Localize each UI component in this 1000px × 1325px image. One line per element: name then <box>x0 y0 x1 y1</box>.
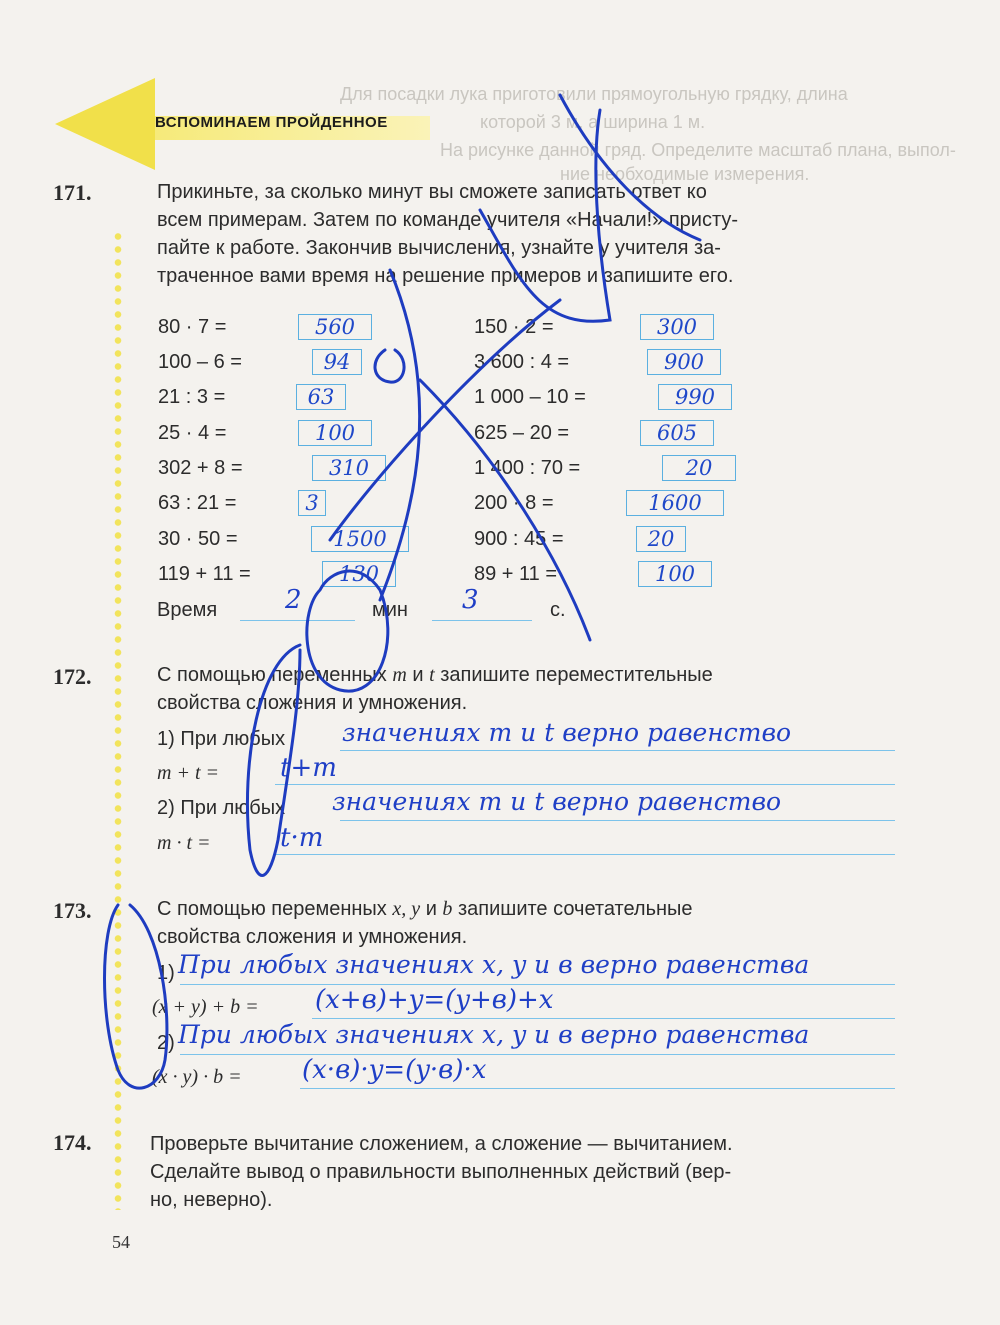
seconds-label: с. <box>550 599 566 621</box>
task-text: С помощью переменных <box>157 898 387 920</box>
answer-digits: 1600 <box>648 491 702 515</box>
variable: x, y <box>392 898 421 920</box>
example-expression: 63 : 21 = <box>158 492 237 514</box>
task-number: 173. <box>53 898 92 923</box>
item-prefix: 1) <box>157 962 175 984</box>
time-label: Время <box>157 599 218 621</box>
task-text: запишите сочетательные <box>457 898 693 920</box>
answer-digits: 560 <box>314 315 356 339</box>
handwritten-answer: При любых значениях x, y и в верно равенства <box>178 1020 810 1049</box>
time-minutes: 2 <box>285 585 302 615</box>
example-expression: 150 · 2 = <box>474 316 554 338</box>
example-expression: 100 – 6 = <box>158 351 242 373</box>
answer-digits: 900 <box>663 350 705 374</box>
task-text-line: Прикиньте, за сколько минут вы сможете записать ответ ко <box>157 181 707 203</box>
scribble-stroke <box>375 350 404 382</box>
handwritten-answer: (x·в)·y=(y·в)·x <box>302 1055 487 1085</box>
task-text-line: траченное вами время на решение примеров и запишите его. <box>157 265 734 287</box>
answer-digits: 3 <box>305 491 319 515</box>
example-expression: 30 · 50 = <box>158 528 238 550</box>
answer-digits: 300 <box>656 315 698 339</box>
bleed-through-line: Для посадки лука приготовили прямоугольную грядку, длина <box>340 84 848 104</box>
handwritten-answer: значениях m и t верно равенство <box>342 718 792 747</box>
handwritten-answer: При любых значениях x, y и в верно равенства <box>178 950 810 979</box>
answer-digits: 100 <box>654 562 696 586</box>
scribble-stroke <box>330 300 560 540</box>
example-expression: 25 · 4 = <box>158 422 227 444</box>
example-expression: 80 · 7 = <box>158 316 227 338</box>
example-expression: 200 · 8 = <box>474 492 554 514</box>
example-expression: 1 000 – 10 = <box>474 386 586 408</box>
handwritten-answer: (x+в)+y=(y+в)+x <box>315 985 554 1015</box>
task-text-line: свойства сложения и умножения. <box>157 926 468 948</box>
task-text: С помощью переменных <box>157 664 387 686</box>
answer-digits: 130 <box>338 562 380 586</box>
task-text-line: пайте к работе. Закончив вычисления, узнайте у учителя за- <box>157 237 721 259</box>
example-expression: 1 400 : 70 = <box>474 457 581 479</box>
scribble-stroke <box>480 110 610 321</box>
scribble-stroke <box>247 645 300 875</box>
task-number: 172. <box>53 664 92 689</box>
bleed-through-line: На рисунке данной гряд. Определите масштаб плана, выпол- <box>440 140 956 160</box>
handwritten-answer: t+m <box>280 753 337 783</box>
expression-text: (x · y) · b = <box>152 1066 242 1088</box>
item-prefix: 2) <box>157 1032 175 1054</box>
expression-text: m + t = <box>157 762 219 784</box>
answer-digits: 20 <box>685 456 713 480</box>
scribble-stroke <box>105 905 167 1088</box>
expression-text: (x + y) + b = <box>152 996 259 1018</box>
scribble-stroke <box>560 95 700 240</box>
time-seconds: 3 <box>462 585 479 615</box>
handwritten-answer: значениях m и t верно равенство <box>332 787 782 816</box>
item-prefix: 1) При любых <box>157 728 286 750</box>
handwritten-answer: t·m <box>280 823 324 853</box>
page-number: 54 <box>112 1232 130 1252</box>
answer-digits: 310 <box>328 456 370 480</box>
example-expression: 3 600 : 4 = <box>474 351 570 373</box>
answer-digits: 1500 <box>333 527 387 551</box>
task-number: 171. <box>53 180 92 205</box>
variable: b <box>442 898 453 920</box>
section-title: ВСПОМИНАЕМ ПРОЙДЕННОЕ <box>155 114 388 131</box>
variable: t <box>429 664 435 686</box>
task-text: и <box>425 898 437 920</box>
example-expression: 21 : 3 = <box>158 386 226 408</box>
task-text-line: Проверьте вычитание сложением, а сложение — вычитанием. <box>150 1133 733 1155</box>
scribble-stroke <box>420 380 590 640</box>
answer-digits: 94 <box>323 350 351 374</box>
example-expression: 119 + 11 = <box>158 563 251 585</box>
example-expression: 900 : 45 = <box>474 528 564 550</box>
task-text: запишите переместительные <box>440 664 713 686</box>
task-text-line: свойства сложения и умножения. <box>157 692 468 714</box>
answer-digits: 100 <box>314 421 356 445</box>
example-expression: 89 + 11 = <box>474 563 558 585</box>
minutes-label: мин <box>372 599 408 621</box>
scribble-stroke <box>380 270 420 600</box>
answer-digits: 605 <box>656 421 698 445</box>
task-text-line: Сделайте вывод о правильности выполненных действий (вер- <box>150 1161 732 1183</box>
task-text: и <box>412 664 424 686</box>
expression-text: m · t = <box>157 832 211 854</box>
item-prefix: 2) При любых <box>157 797 286 819</box>
task-text-line: всем примерам. Затем по команде учителя «Начали!» присту- <box>157 209 739 231</box>
bleed-through-line: которой 3 м, а ширина 1 м. <box>480 112 706 132</box>
example-expression: 625 – 20 = <box>474 422 570 444</box>
variable: m <box>392 664 407 686</box>
example-expression: 302 + 8 = <box>158 457 243 479</box>
answer-digits: 63 <box>307 385 335 409</box>
task-text-line: но, неверно). <box>150 1189 273 1211</box>
scribble-stroke <box>307 571 388 691</box>
bleed-through-line: ние необходимые измерения. <box>560 164 810 184</box>
answer-digits: 990 <box>674 385 716 409</box>
answer-digits: 20 <box>647 527 675 551</box>
task-number: 174. <box>53 1130 92 1155</box>
